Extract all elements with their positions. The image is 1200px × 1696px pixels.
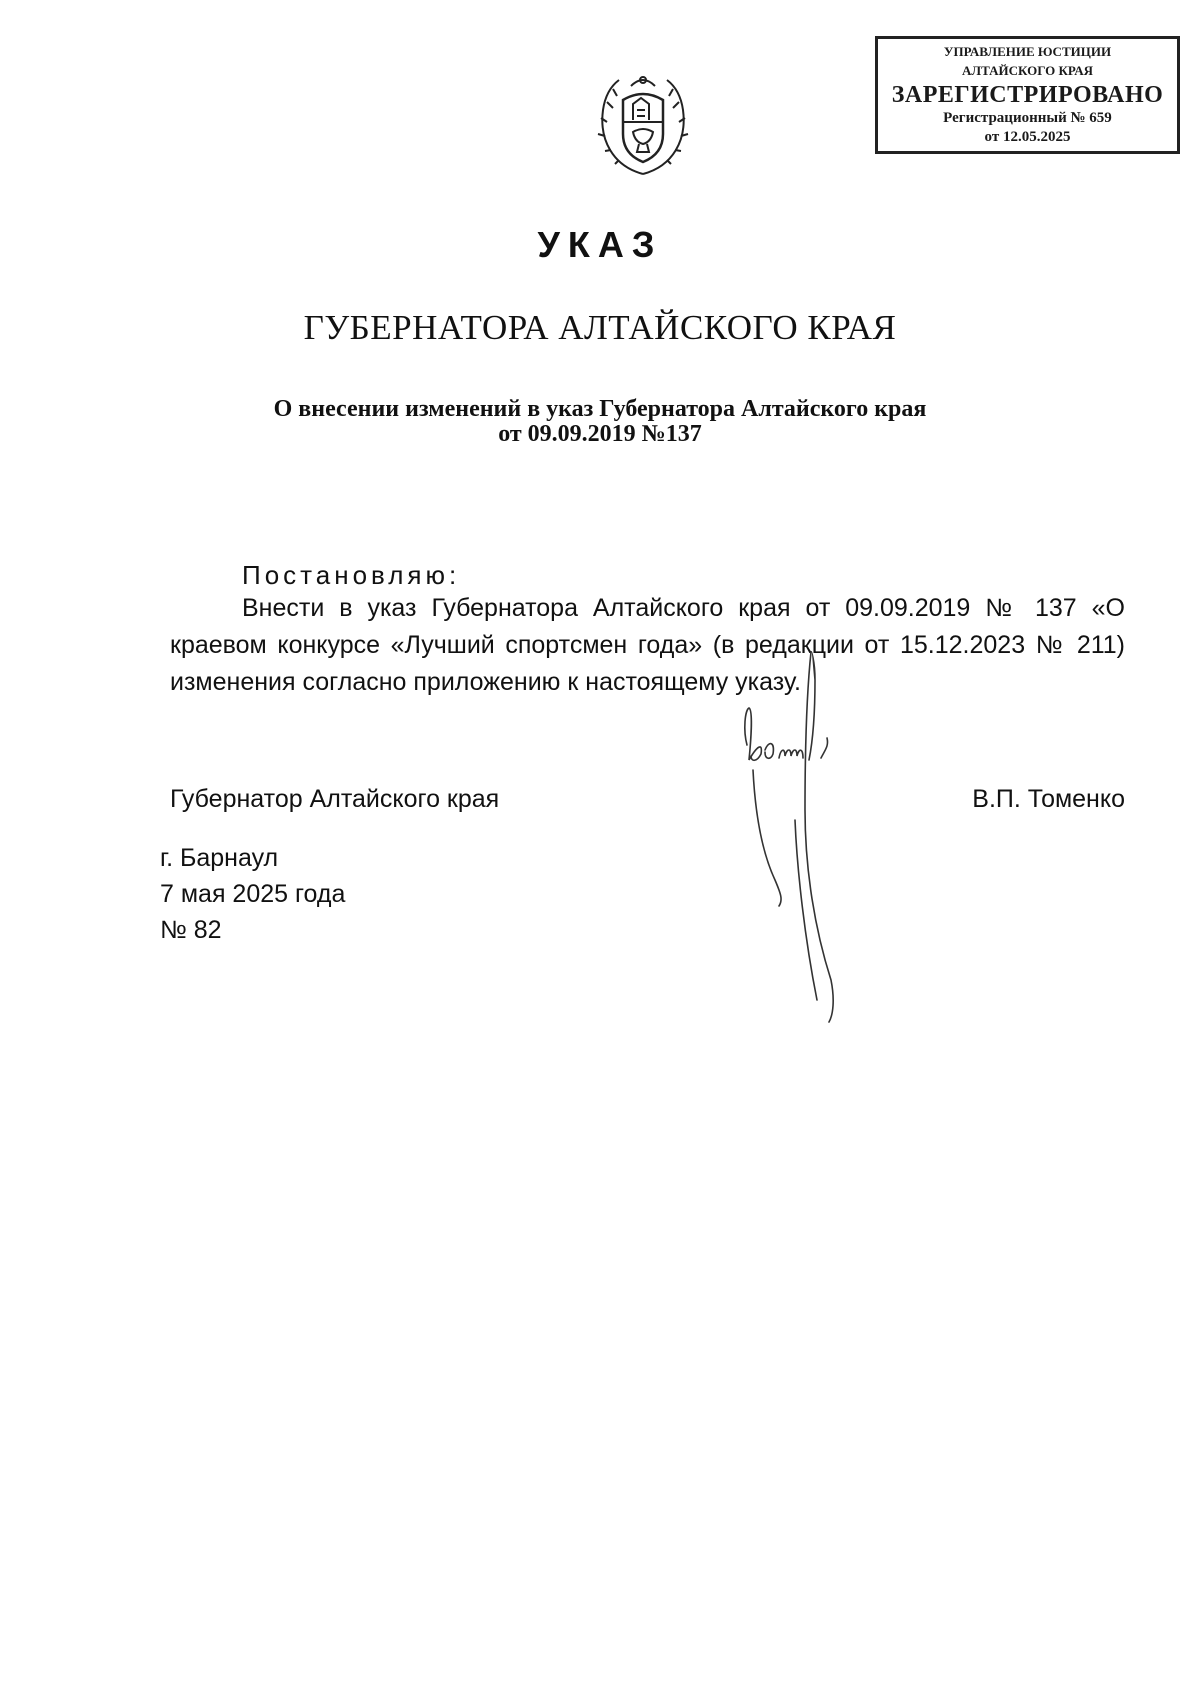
registration-stamp	[875, 36, 1180, 154]
title-line-2: от 09.09.2019 №137	[498, 421, 702, 447]
altai-krai-coat-of-arms-icon	[593, 70, 693, 180]
document-footer	[160, 840, 345, 948]
issue-city: г. Барнаул	[160, 844, 279, 872]
stamp-reg-number: Регистрационный № 659	[943, 110, 1112, 126]
stamp-org-line2: АЛТАЙСКОГО КРАЯ	[962, 63, 1093, 78]
document-title	[0, 397, 1200, 447]
handwritten-signature-icon	[735, 650, 865, 1040]
decree-body-text: Внести в указ Губернатора Алтайского края от 09.09.2019 № 137 «О краевом конкурсе «Лучший спортсмен года» (в редакции от 15.12.2023 № 211) изменения согласно приложению к настоящему указу.	[170, 594, 1125, 696]
issue-date: 7 мая 2025 года	[160, 880, 346, 908]
decree-word: Постановляю:	[242, 560, 461, 590]
title-line-1: О внесении изменений в указ Губернатора Алтайского края	[273, 396, 927, 422]
stamp-reg-date: от 12.05.2025	[984, 129, 1071, 145]
signer-position: Губернатор Алтайского края	[170, 785, 500, 813]
signer-name: В.П. Томенко	[972, 785, 1125, 813]
document-issuer: ГУБЕРНАТОРА АЛТАЙСКОГО КРАЯ	[303, 308, 897, 347]
document-type: УКАЗ	[537, 224, 663, 265]
stamp-status: ЗАРЕГИСТРИРОВАНО	[891, 82, 1164, 108]
document-number: № 82	[160, 916, 222, 944]
stamp-org-line1: УПРАВЛЕНИЕ ЮСТИЦИИ	[943, 44, 1112, 59]
